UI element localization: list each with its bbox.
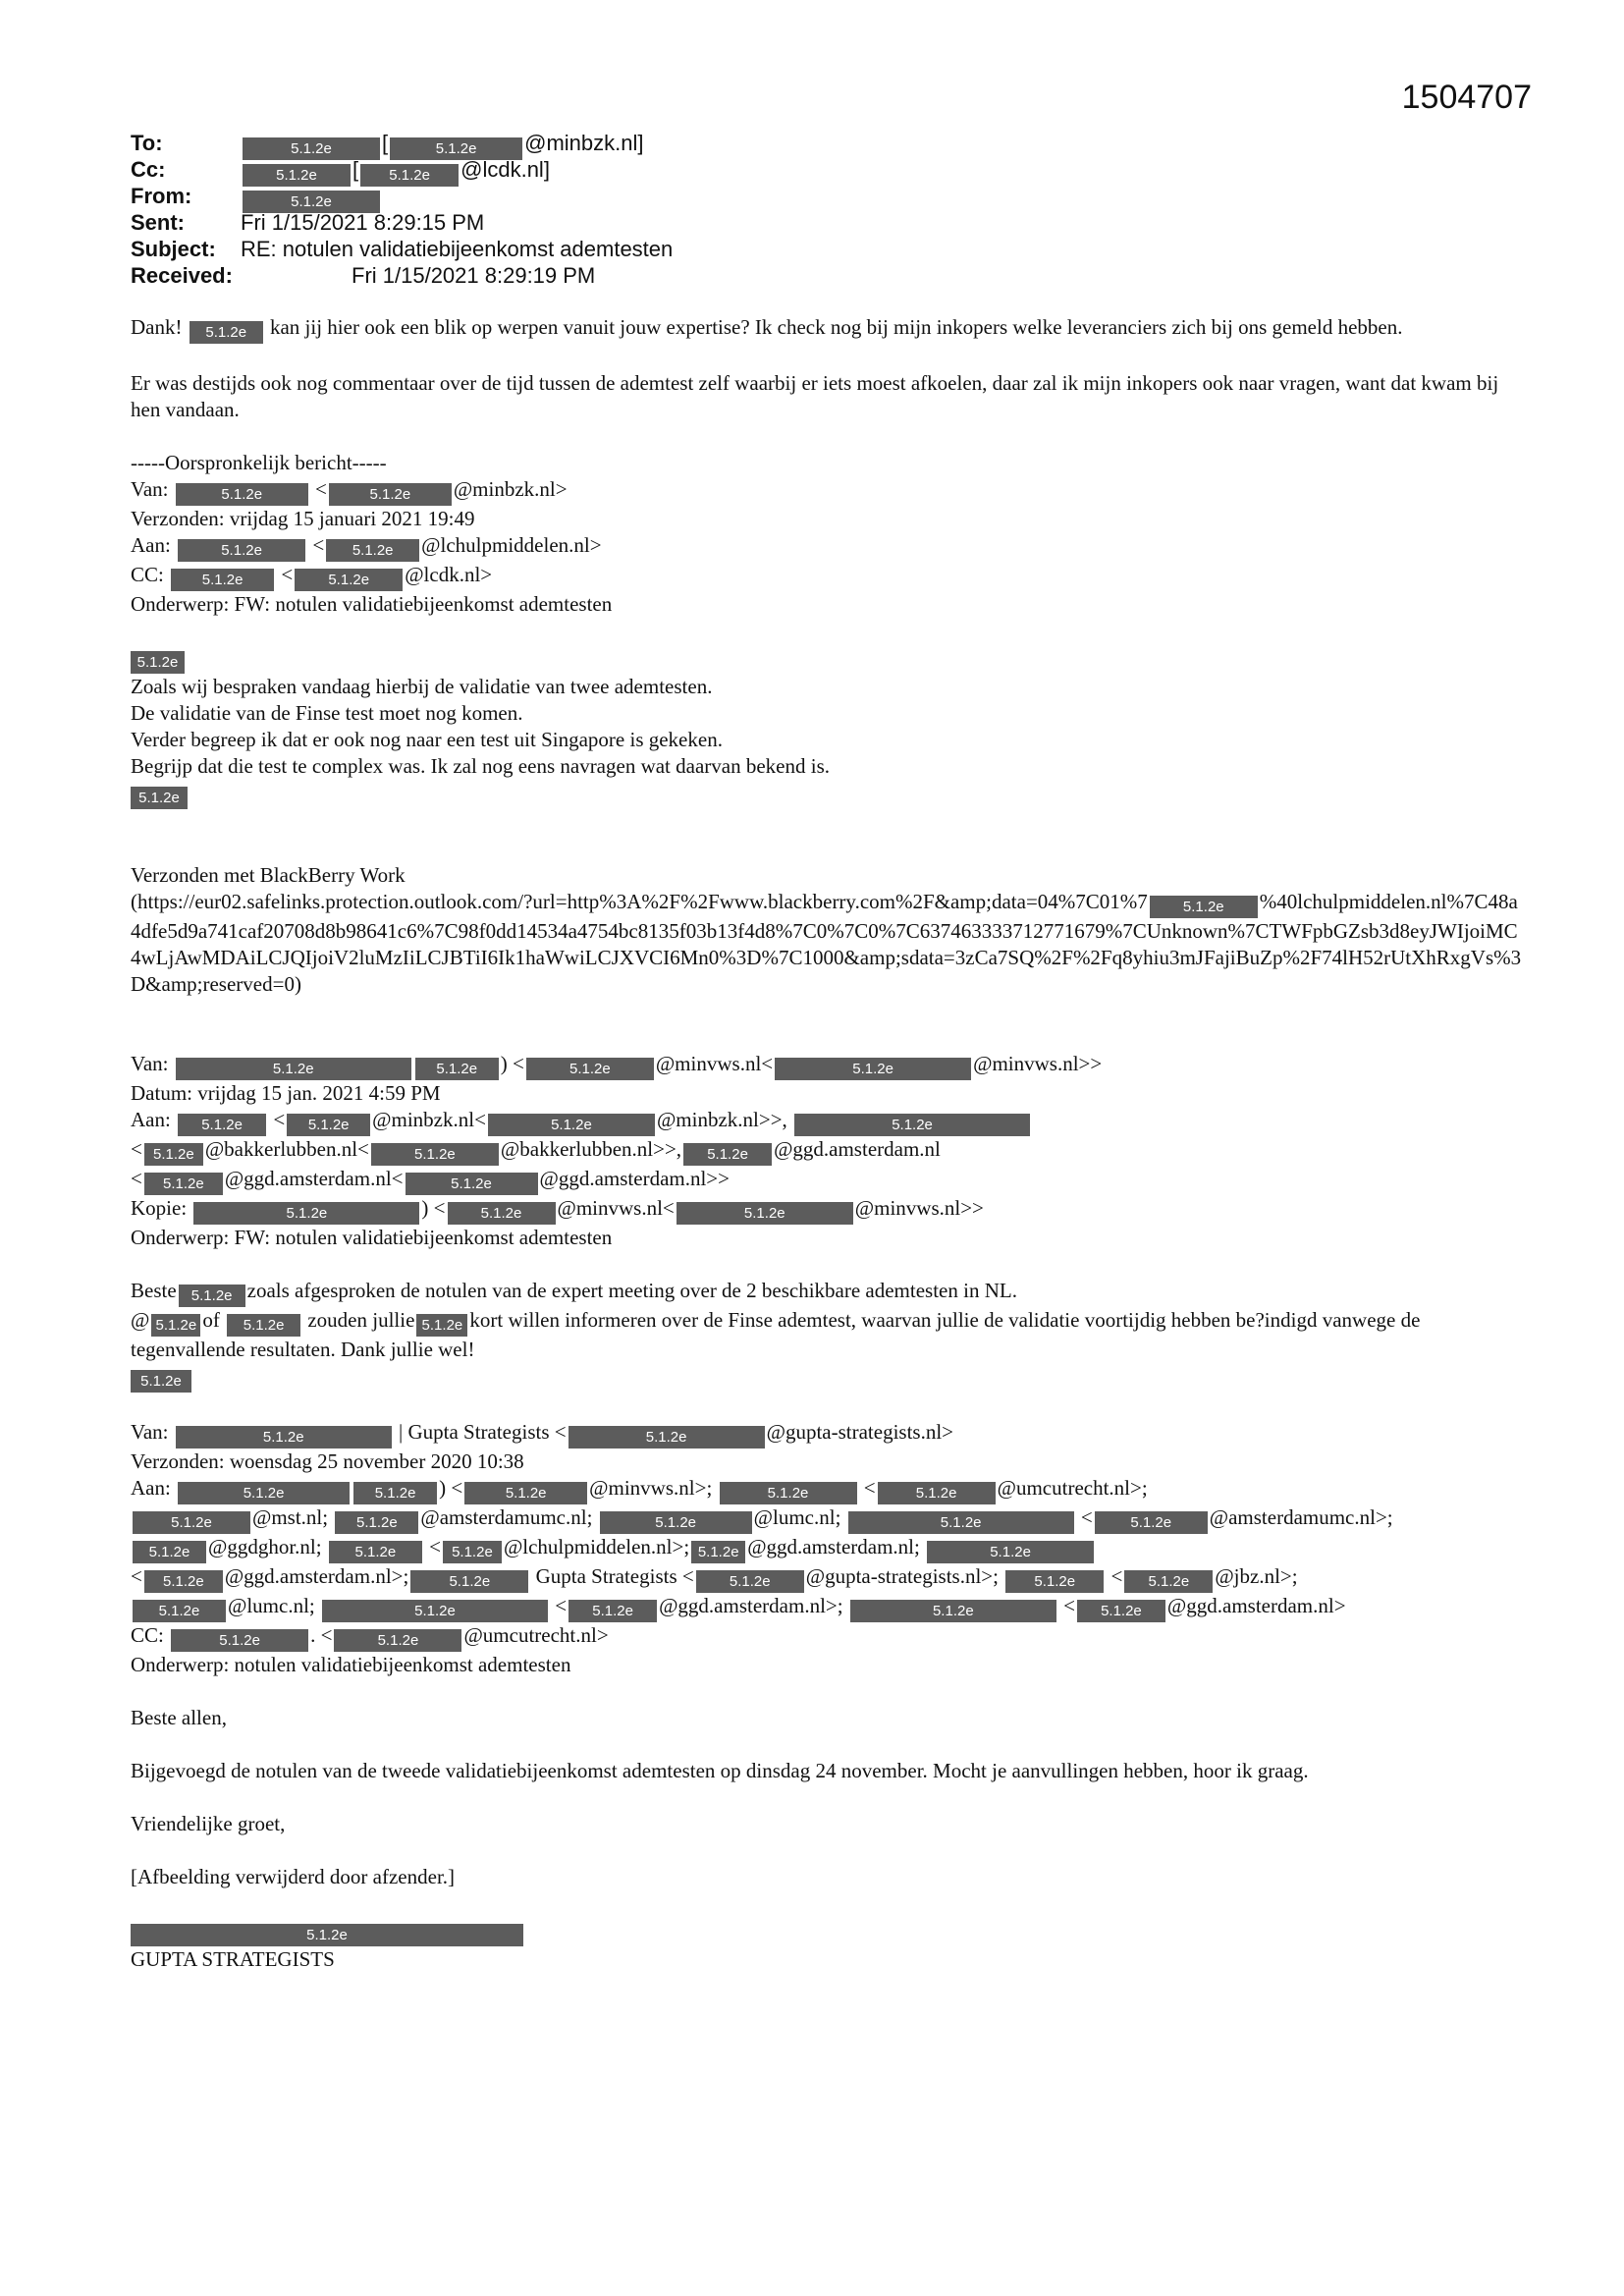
redaction: 5.1.2e — [243, 164, 351, 187]
fw1-aan-2: < 5.1.2e @bakkerlubben.nl< 5.1.2e @bakkerlubben.nl>>, 5.1.2e @ggd.amsterdam.nl — [131, 1136, 1525, 1166]
redaction: 5.1.2e — [568, 1600, 657, 1622]
redaction: 5.1.2e — [878, 1482, 996, 1504]
document-id: 1504707 — [1401, 79, 1532, 116]
redaction: 5.1.2e — [410, 1570, 528, 1593]
redaction: 5.1.2e — [178, 539, 305, 562]
sent-value: Fri 1/15/2021 8:29:15 PM — [241, 210, 485, 235]
redaction: 5.1.2e — [683, 1143, 772, 1166]
redaction: 5.1.2e — [329, 1541, 422, 1563]
original-aan: Aan: 5.1.2e < 5.1.2e @lchulpmiddelen.nl> — [131, 532, 1525, 562]
fw2-aan-2: 5.1.2e @mst.nl; 5.1.2e @amsterdamumc.nl; 5.1.2e @lumc.nl; 5.1.2e < 5.1.2e @amsterdamumc.nl>; — [131, 1504, 1525, 1534]
fw1-msg: Beste 5.1.2e zoals afgesproken de notulen van de expert meeting over de 2 beschikbare ademtesten in NL. @ 5.1.2e of 5.1.2e zouden jullie 5.1.2e kort willen informeren over de Finse ademtest, waarvan jullie de validatie voortijdig hebben be?indigd vanwege de tegenvallende resultaten. Dank jullie wel! — [131, 1279, 1421, 1361]
redaction: 5.1.2e — [1095, 1511, 1208, 1534]
redaction: 5.1.2e — [243, 191, 380, 213]
received-label: Received: — [131, 263, 233, 288]
original-verzonden: Verzonden: vrijdag 15 januari 2021 19:49 — [131, 507, 475, 530]
fw2-aan-4: < 5.1.2e @ggd.amsterdam.nl>; 5.1.2e Gupta Strategists < 5.1.2e @gupta-strategists.nl>; 5.1.2e < 5.1.2e @jbz.nl>; — [131, 1563, 1525, 1593]
redaction: 5.1.2e — [178, 1482, 350, 1504]
reply-para-1: Dank! 5.1.2e kan jij hier ook een blik op werpen vanuit jouw expertise? Ik check nog bij mijn inkopers welke leveranciers zich bij ons gemeld hebben. — [131, 314, 1525, 344]
original-separator: -----Oorspronkelijk bericht----- — [131, 451, 387, 474]
cc-row: Cc: 5.1.2e [ 5.1.2e @lcdk.nl] — [131, 156, 673, 183]
redaction: 5.1.2e — [151, 1314, 200, 1337]
fw1-aan: Aan: 5.1.2e < 5.1.2e @minbzk.nl< 5.1.2e @minbzk.nl>>, 5.1.2e — [131, 1107, 1525, 1136]
redaction: 5.1.2e — [488, 1114, 655, 1136]
redaction: 5.1.2e — [171, 1629, 308, 1652]
redaction: 5.1.2e — [390, 137, 522, 160]
fw1-onderwerp: Onderwerp: FW: notulen validatiebijeenkomst ademtesten — [131, 1226, 613, 1249]
fw2-body: Bijgevoegd de notulen van de tweede validatiebijeenkomst ademtesten op dinsdag 24 november. Mocht je aanvullingen hebben, hoor ik graag. — [131, 1759, 1309, 1782]
fw1-datum: Datum: vrijdag 15 jan. 2021 4:59 PM — [131, 1081, 441, 1105]
fw2-company: GUPTA STRATEGISTS — [131, 1947, 335, 1971]
subject-row — [131, 236, 673, 262]
redaction: 5.1.2e — [334, 1629, 461, 1652]
redaction: 5.1.2e — [720, 1482, 857, 1504]
to-label: To: — [131, 131, 163, 155]
redaction: 5.1.2e — [171, 569, 274, 591]
fw2-verzonden: Verzonden: woensdag 25 november 2020 10:38 — [131, 1449, 524, 1473]
from-label: From: — [131, 184, 192, 208]
redaction: 5.1.2e — [189, 321, 263, 344]
redaction: 5.1.2e — [360, 164, 459, 187]
redaction: 5.1.2e — [691, 1541, 745, 1563]
sent-row — [131, 209, 673, 236]
original-cc: CC: 5.1.2e < 5.1.2e @lcdk.nl> — [131, 562, 1525, 591]
fw2-aan-3: 5.1.2e @ggdghor.nl; 5.1.2e < 5.1.2e @lchulpmiddelen.nl>; 5.1.2e @ggd.amsterdam.nl; 5.1.2e — [131, 1534, 1525, 1563]
original-line-2: De validatie van de Finse test moet nog komen. — [131, 701, 523, 725]
fw2-aan-1: Aan: 5.1.2e 5.1.2e ) < 5.1.2e @minvws.nl>; 5.1.2e < 5.1.2e @umcutrecht.nl>; — [131, 1475, 1525, 1504]
fw2-greeting: Beste allen, — [131, 1706, 227, 1729]
redaction: 5.1.2e — [193, 1202, 419, 1225]
redaction: 5.1.2e — [794, 1114, 1030, 1136]
redaction: 5.1.2e — [353, 1482, 437, 1504]
redaction: 5.1.2e — [329, 483, 452, 506]
redaction: 5.1.2e — [227, 1314, 300, 1337]
to-domain: @minbzk.nl] — [524, 131, 644, 155]
original-line-1: Zoals wij bespraken vandaag hierbij de validatie van twee ademtesten. — [131, 675, 713, 698]
redaction: 5.1.2e — [415, 1058, 499, 1080]
redaction: 5.1.2e — [133, 1600, 226, 1622]
redaction: 5.1.2e — [1077, 1600, 1165, 1622]
fw1-kopie: Kopie: 5.1.2e ) < 5.1.2e @minvws.nl< 5.1.2e @minvws.nl>> — [131, 1195, 1525, 1225]
original-line-4: Begrijp dat die test te complex was. Ik zal nog eens navragen wat daarvan bekend is. — [131, 754, 831, 778]
redaction: 5.1.2e — [179, 1285, 245, 1307]
redaction: 5.1.2e — [600, 1511, 752, 1534]
fw1-aan-3: < 5.1.2e @ggd.amsterdam.nl< 5.1.2e @ggd.amsterdam.nl>> — [131, 1166, 1525, 1195]
email-body — [131, 314, 1525, 1973]
redaction: 5.1.2e — [176, 483, 308, 506]
original-line-3: Verder begreep ik dat er ook nog naar een test uit Singapore is gekeken. — [131, 728, 723, 751]
redaction: 5.1.2e — [144, 1570, 223, 1593]
redaction: 5.1.2e — [131, 651, 185, 674]
redaction: 5.1.2e — [1150, 896, 1258, 918]
cc-domain: @lcdk.nl] — [460, 157, 550, 182]
redaction: 5.1.2e — [464, 1482, 587, 1504]
redaction: 5.1.2e — [1005, 1570, 1104, 1593]
redaction: 5.1.2e — [176, 1426, 392, 1449]
redaction: 5.1.2e — [927, 1541, 1094, 1563]
redaction: 5.1.2e — [848, 1511, 1074, 1534]
received-value: Fri 1/15/2021 8:29:19 PM — [352, 263, 596, 288]
redaction: 5.1.2e — [176, 1058, 411, 1080]
redaction: 5.1.2e — [322, 1600, 548, 1622]
redaction: 5.1.2e — [696, 1570, 804, 1593]
redaction: 5.1.2e — [677, 1202, 853, 1225]
reply-para-2: Er was destijds ook nog commentaar over de tijd tussen de ademtest zelf waarbij er iets moest afkoelen, daar zal ik mijn inkopers ook naar vragen, want dat kwam bij hen vandaan. — [131, 371, 1499, 421]
redaction: 5.1.2e — [775, 1058, 971, 1080]
subject-label: Subject: — [131, 237, 216, 261]
fw1-van: Van: 5.1.2e 5.1.2e ) < 5.1.2e @minvws.nl< 5.1.2e @minvws.nl>> — [131, 1051, 1525, 1080]
fw2-van: Van: 5.1.2e | Gupta Strategists < 5.1.2e @gupta-strategists.nl> — [131, 1419, 1525, 1449]
redaction: 5.1.2e — [335, 1511, 418, 1534]
bb-sent: Verzonden met BlackBerry Work — [131, 863, 406, 887]
redaction: 5.1.2e — [443, 1541, 502, 1563]
to-row: To: 5.1.2e [ 5.1.2e @minbzk.nl] — [131, 130, 673, 156]
redaction: 5.1.2e — [295, 569, 403, 591]
original-van: Van: 5.1.2e < 5.1.2e @minbzk.nl> — [131, 476, 1525, 506]
redaction: 5.1.2e — [850, 1600, 1056, 1622]
redaction: 5.1.2e — [131, 1370, 191, 1393]
redaction: 5.1.2e — [326, 539, 419, 562]
redaction: 5.1.2e — [178, 1114, 266, 1136]
from-row — [131, 183, 673, 209]
redaction: 5.1.2e — [287, 1114, 370, 1136]
redaction: 5.1.2e — [568, 1426, 765, 1449]
fw2-image-removed: [Afbeelding verwijderd door afzender.] — [131, 1865, 456, 1888]
redaction: 5.1.2e — [243, 137, 380, 160]
bb-link[interactable]: (https://eur02.safelinks.protection.outlook.com/?url=http%3A%2F%2Fwww.blackberry.com%2F&amp;data=04%7C01%7 5.1.2e %40lchulpmiddelen.nl%7C48a4dfe5d9a741caf20708d8b98641c6%7C98f0dd14534a4754bc8135f03b13f4d8%7C0%7C0%7C637463333712771679%7CUnknown%7CTWFpbGZsb3d8eyJWIjoiMC4wLjAwMDAiLCJQIjoiV2luMzIiLCJBTiI6Ik1haWwiLCJXVCI6Mn0%3D%7C1000&amp;sdata=3zCa7SQ%2F%2Fq8yhiu3mJFajiBuZp%2F74lH52rUtXhRxgVs%3D&amp;reserved=0) — [131, 890, 1522, 996]
original-onderwerp: Onderwerp: FW: notulen validatiebijeenkomst ademtesten — [131, 592, 613, 616]
fw2-onderwerp: Onderwerp: notulen validatiebijeenkomst ademtesten — [131, 1653, 571, 1676]
redaction: 5.1.2e — [131, 1924, 523, 1946]
cc-label: Cc: — [131, 157, 166, 182]
fw2-cc: CC: 5.1.2e . < 5.1.2e @umcutrecht.nl> — [131, 1622, 1525, 1652]
fw2-aan-5: 5.1.2e @lumc.nl; 5.1.2e < 5.1.2e @ggd.amsterdam.nl>; 5.1.2e < 5.1.2e @ggd.amsterdam.nl> — [131, 1593, 1525, 1622]
redaction: 5.1.2e — [416, 1314, 467, 1337]
redaction: 5.1.2e — [133, 1511, 250, 1534]
sent-label: Sent: — [131, 210, 185, 235]
redaction: 5.1.2e — [144, 1143, 203, 1166]
redaction: 5.1.2e — [133, 1541, 206, 1563]
redaction: 5.1.2e — [526, 1058, 654, 1080]
email-header — [131, 130, 673, 289]
redaction: 5.1.2e — [448, 1202, 556, 1225]
fw2-closing: Vriendelijke groet, — [131, 1812, 286, 1835]
redaction: 5.1.2e — [1124, 1570, 1213, 1593]
subject-value: RE: notulen validatiebijeenkomst ademtesten — [241, 237, 674, 261]
redaction: 5.1.2e — [131, 787, 188, 809]
redaction: 5.1.2e — [371, 1143, 499, 1166]
redaction: 5.1.2e — [406, 1173, 538, 1195]
redaction: 5.1.2e — [144, 1173, 223, 1195]
received-row — [131, 262, 673, 289]
